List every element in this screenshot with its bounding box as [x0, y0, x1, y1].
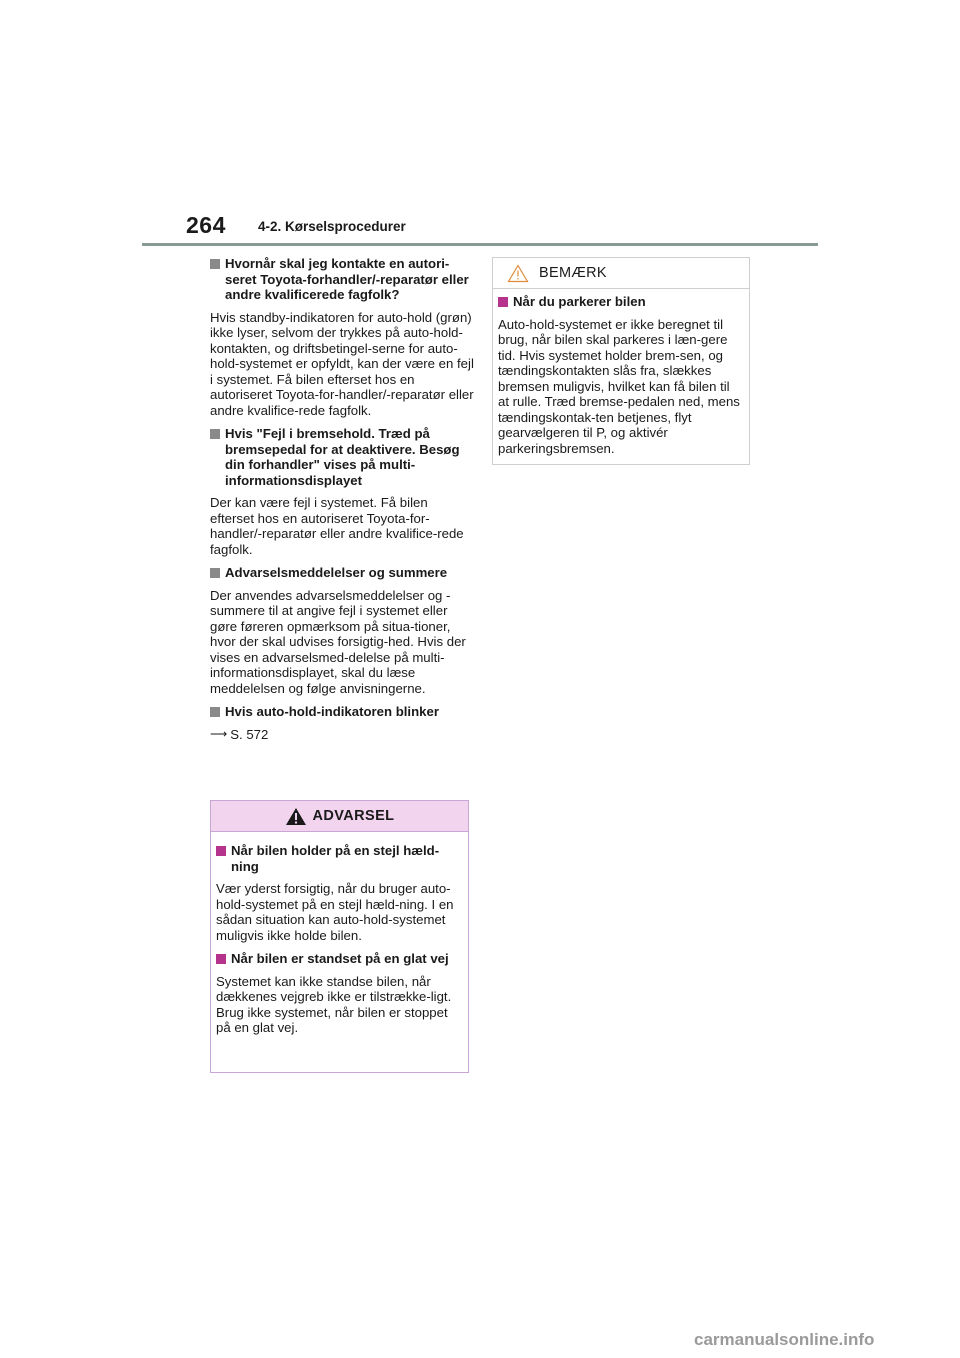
- note-box: [492, 257, 750, 465]
- warning-item-heading: Når bilen er standset på en glat vej: [231, 951, 449, 966]
- section-warning-messages: [210, 565, 474, 696]
- section-brake-hold-error: [210, 426, 474, 557]
- warning-item-body: Systemet kan ikke standse bilen, når dækkenes vejgreb ikke er tilstrække-ligt. Brug ikke systemet, når bilen er stoppet på en glat vej.: [216, 973, 452, 1035]
- watermark: carmanualsonline.info: [694, 1330, 875, 1349]
- page-reference-link[interactable]: [210, 727, 474, 743]
- bullet-square-icon: [210, 568, 220, 578]
- note-item-heading: Når du parkerer bilen: [513, 294, 646, 309]
- warning-triangle-icon: [285, 807, 307, 826]
- section-contact-dealer: [210, 256, 474, 418]
- page-reference: S. 572: [230, 726, 269, 742]
- warning-header: [211, 801, 468, 832]
- section-body: Der anvendes advarselsmeddelelser og -summere til at angive fejl i systemet eller gøre føreren opmærksom på situa-tioner, hvor der skal udvises forsigtig-hed. Hvis der vises en advarselsmed-delelse på multi-informationsdisplayet, skal du læse meddelelsen og følge anvisningerne.: [210, 587, 466, 696]
- caution-triangle-icon: [507, 264, 529, 283]
- warning-item-heading: Når bilen holder på en stejl hæld-ning: [231, 843, 440, 874]
- bullet-square-icon: [216, 954, 226, 964]
- header-rule: [142, 243, 818, 246]
- page-number: 264: [186, 212, 226, 238]
- arrow-right-icon: ⟶: [210, 726, 228, 741]
- bullet-square-icon: [216, 846, 226, 856]
- warning-body: [211, 832, 468, 1036]
- note-header: [493, 258, 749, 289]
- section-body: Hvis standby-indikatoren for auto-hold (grøn) ikke lyser, selvom der trykkes på auto-hold-kontakten, og driftsbetingel-serne for auto-hold-systemet er opfyldt, kan der være en fejl i systemet. Få bilen efterset hos en autoriseret Toyota-for-handler/-reparatør eller andre kvalifice-rede fagfolk.: [210, 309, 474, 418]
- bullet-square-icon: [498, 297, 508, 307]
- section-heading: Hvornår skal jeg kontakte en autori-seret Toyota-forhandler/-reparatør eller andre kvalificerede fagfolk?: [225, 256, 469, 302]
- section-title: 4-2. Kørselsprocedurer: [258, 219, 406, 234]
- bullet-square-icon: [210, 259, 220, 269]
- section-body: Der kan være fejl i systemet. Få bilen efterset hos en autoriseret Toyota-for-handler/-reparatør eller andre kvalifice-rede fagfolk.: [210, 495, 464, 557]
- note-item-body: Auto-hold-systemet er ikke beregnet til brug, når bilen skal parkeres i læn-gere tid. Hvis systemet holder brem-sen, og tændingskontakten slås fra, slækkes bremsen muligvis, hvilket kan få bilen til at rulle. Træd bremse-pedalen ned, mens tændingskontak-ten betjenes, flyt gearvælgeren til P, og aktivér parkeringsbremsen.: [498, 316, 740, 456]
- warning-box: [210, 800, 469, 1073]
- bullet-square-icon: [210, 429, 220, 439]
- bullet-square-icon: [210, 707, 220, 717]
- note-title: BEMÆRK: [539, 265, 607, 281]
- warning-item-body: Vær yderst forsigtig, når du bruger auto-hold-systemet på en stejl hæld-ning. I en sådan situation kan auto-hold-systemet muligvis ikke holde bilen.: [216, 881, 454, 943]
- section-heading: Advarselsmeddelelser og summere: [225, 565, 448, 580]
- note-body: [493, 289, 749, 456]
- section-heading: Hvis "Fejl i bremsehold. Træd på bremsepedal for at deaktivere. Besøg din forhandler" vises på multi-informationsdisplayet: [225, 426, 460, 488]
- section-heading: Hvis auto-hold-indikatoren blinker: [225, 704, 439, 719]
- left-column: [210, 256, 474, 742]
- warning-title: ADVARSEL: [312, 808, 395, 824]
- section-indicator-blinks: [210, 704, 474, 742]
